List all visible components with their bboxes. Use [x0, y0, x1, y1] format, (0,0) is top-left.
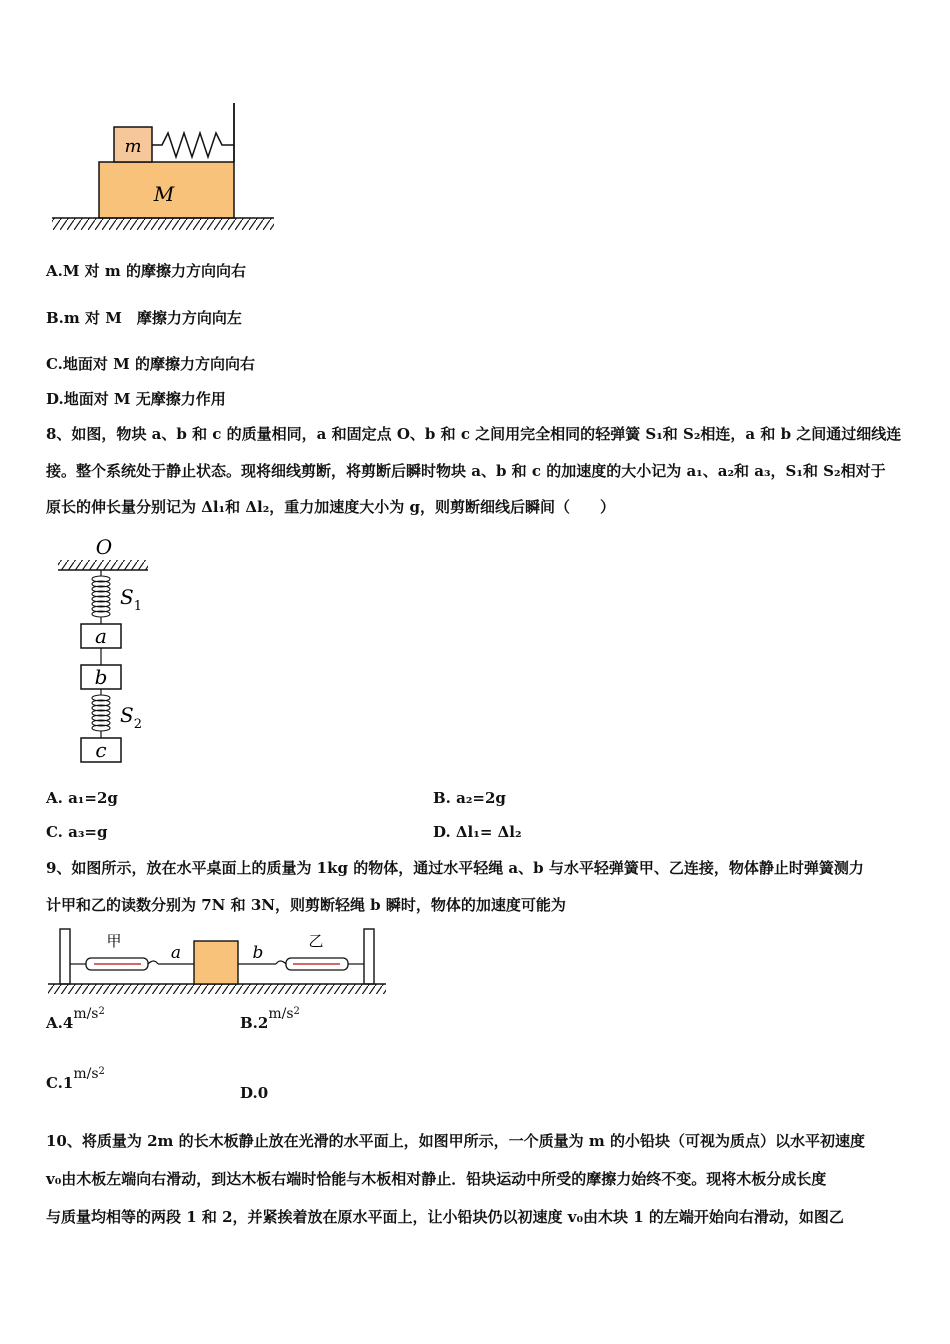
figure-spring-chain [46, 532, 206, 772]
label-c: c [95, 738, 107, 762]
label-O: O [95, 535, 113, 559]
q10-text-line1: 10、将质量为 2m 的长木板静止放在光滑的水平面上，如图甲所示，一个质量为 m 的小铅块（可视为质点）以水平初速度 [46, 1132, 865, 1150]
label-S1: $S_1$ [120, 585, 142, 614]
label-M: M [153, 182, 175, 206]
label-b: b [94, 665, 108, 689]
q9-text-line2: 计甲和乙的读数分别为 7N 和 3N，则剪断轻绳 b 瞬时，物体的加速度可能为 [46, 896, 566, 914]
label-yi: 乙 [308, 932, 324, 950]
q7-option-c: C.地面对 M 的摩擦力方向向右 [46, 355, 255, 373]
left-post [60, 929, 70, 984]
spring-S2 [92, 695, 110, 731]
q8-option-b: B. a₂=2g [433, 789, 506, 807]
label-a: a [95, 624, 107, 648]
table-hatch [48, 984, 386, 994]
figure-spring-scales [46, 926, 396, 996]
label-jia: 甲 [106, 932, 122, 950]
q8-text-line1: 8、如图，物块 a、b 和 c 的质量相同，a 和固定点 O、b 和 c 之间用完全相同的轻弹簧 S₁和 S₂相连，a 和 b 之间通过细线连 [46, 425, 902, 443]
q7-option-a: A.M 对 m 的摩擦力方向向右 [46, 262, 247, 280]
ceiling-hatch [58, 560, 148, 570]
q7-option-b: B.m 对 M 摩擦力方向向左 [46, 309, 242, 327]
figure-blocks-spring [46, 100, 286, 235]
q10-text-line2: v₀由木板左端向右滑动，到达木板右端时恰能与木板相对静止．铅块运动中所受的摩擦力始终不变。现将木板分成长度 [46, 1170, 827, 1188]
label-S2: $S_2$ [120, 703, 142, 732]
q8-option-c: C. a₃=g [46, 823, 108, 841]
spring [152, 133, 234, 157]
q9-option-b: $B.2m/s^2$ [240, 1006, 300, 1032]
q9-option-c: $C.1m/s^2$ [46, 1066, 105, 1092]
right-post [364, 929, 374, 984]
q8-option-a: A. a₁=2g [46, 789, 118, 807]
spring-S1 [92, 576, 110, 617]
q9-option-d: D.0 [240, 1084, 269, 1102]
q8-text-line3: 原长的伸长量分别记为 Δl₁和 Δl₂，重力加速度大小为 g，则剪断细线后瞬间（ ） [46, 498, 615, 516]
label-m: m [124, 136, 142, 157]
q10-text-line3: 与质量均相等的两段 1 和 2，并紧挨着放在原水平面上，让小铅块仍以初速度 v₀由木块 1 的左端开始向右滑动，如图乙 [46, 1208, 844, 1226]
object-block [194, 941, 238, 984]
q9-option-a: $A.4m/s^2$ [46, 1006, 105, 1032]
q8-text-line2: 接。整个系统处于静止状态。现将细线剪断，将剪断后瞬时物块 a、b 和 c 的加速度的大小记为 a₁、a₂和 a₃，S₁和 S₂相对于 [46, 462, 886, 480]
q7-option-d: D.地面对 M 无摩擦力作用 [46, 390, 226, 408]
ground-hatch [52, 218, 274, 230]
label-rope-b: b [252, 943, 264, 963]
q9-text-line1: 9、如图所示，放在水平桌面上的质量为 1kg 的物体，通过水平轻绳 a、b 与水平轻弹簧甲、乙连接，物体静止时弹簧测力 [46, 859, 864, 877]
q8-option-d: D. Δl₁= Δl₂ [433, 823, 522, 841]
label-rope-a: a [170, 943, 182, 963]
